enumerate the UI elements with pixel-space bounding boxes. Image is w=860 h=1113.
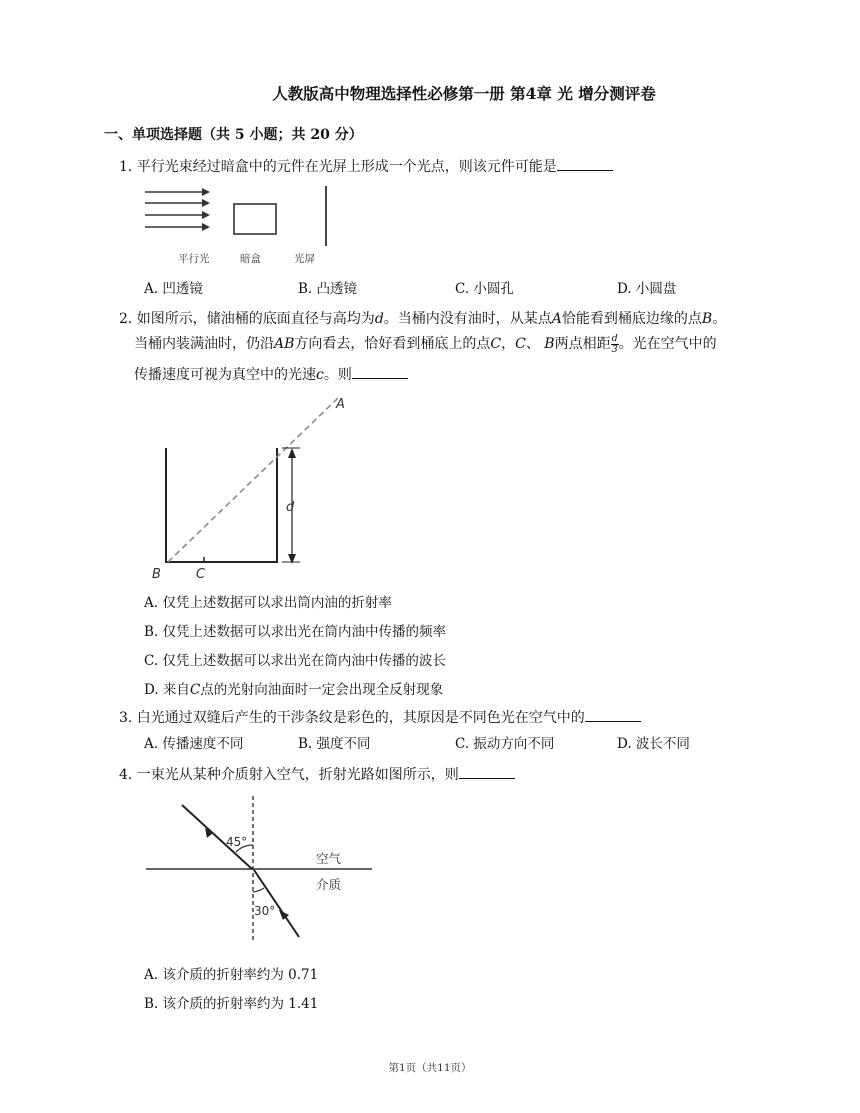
q4-option-b: B. 该介质的折射率约为 1.41 [144, 996, 319, 1012]
question-2-line-3: 传播速度可视为真空中的光速c。则 [134, 364, 408, 384]
question-1-stem: 1. 平行光束经过暗盒中的元件在光屏上形成一个光点，则该元件可能是 [119, 156, 613, 176]
figure-refraction [140, 792, 380, 952]
fraction-d-over-3: $\frac{d}{3}$ [611, 332, 618, 355]
q2-option-c: C. 仅凭上述数据可以求出光在筒内油中传播的波长 [144, 653, 446, 669]
label-point-b: B [152, 567, 161, 582]
label-point-c: C [196, 567, 206, 582]
page-title: 人教版高中物理选择性必修第一册 第4章 光 增分测评卷 [272, 84, 656, 103]
label-screen: 光屏 [294, 253, 315, 265]
q1-option-b: B. 凸透镜 [298, 281, 358, 297]
q3-option-a: A. 传播速度不同 [144, 736, 244, 752]
answer-blank [459, 768, 515, 779]
label-medium: 介质 [316, 877, 342, 892]
label-d: d [286, 500, 295, 515]
q1-option-c: C. 小圆孔 [455, 281, 514, 297]
question-3-stem: 3. 白光通过双缝后产生的干涉条纹是彩色的，其原因是不同色光在空气中的 [119, 707, 641, 727]
q2-option-a: A. 仅凭上述数据可以求出筒内油的折射率 [144, 595, 392, 611]
q2-option-b: B. 仅凭上述数据可以求出光在筒内油中传播的频率 [144, 624, 447, 640]
question-2-line-2: 当桶内装满油时，仍沿AB方向看去，恰好看到桶底上的点C，C、 B两点相距 $\frac{d}{3}$ 。光在空气中的 [134, 332, 717, 355]
figure-oil-bucket [140, 386, 370, 586]
angle-arc-bottom [253, 888, 264, 892]
sight-line-ab [168, 398, 338, 562]
label-parallel-light: 平行光 [178, 253, 210, 265]
q3-option-c: C. 振动方向不同 [455, 736, 555, 752]
q1-option-a: A. 凹透镜 [144, 281, 203, 297]
dark-box-rect [234, 204, 276, 234]
bucket-outline [166, 448, 277, 562]
page-footer: 第1页（共11页） [388, 1062, 472, 1074]
figure-dark-box [140, 180, 340, 270]
label-dark-box: 暗盒 [240, 253, 261, 265]
answer-blank [557, 160, 613, 171]
label-point-a: A [336, 397, 345, 412]
label-angle-45: 45° [226, 835, 248, 849]
label-air: 空气 [316, 851, 342, 866]
question-2-line-1: 2. 如图所示，储油桶的底面直径与高均为d。当桶内没有油时，从某点A恰能看到桶底边缘的点B。 [119, 311, 727, 327]
question-4-stem: 4. 一束光从某种介质射入空气，折射光路如图所示，则 [119, 764, 515, 784]
q2-option-d: D. 来自C点的光射向油面时一定会出现全反射现象 [144, 682, 444, 698]
answer-blank [352, 368, 408, 379]
q3-option-b: B. 强度不同 [298, 736, 371, 752]
answer-blank [585, 711, 641, 722]
q3-option-d: D. 波长不同 [617, 736, 690, 752]
section-heading: 一、单项选择题（共 5 小题；共 20 分） [104, 127, 363, 143]
q4-option-a: A. 该介质的折射率约为 0.71 [144, 967, 319, 983]
q1-option-d: D. 小圆盘 [617, 281, 677, 297]
label-angle-30: 30° [254, 904, 276, 918]
